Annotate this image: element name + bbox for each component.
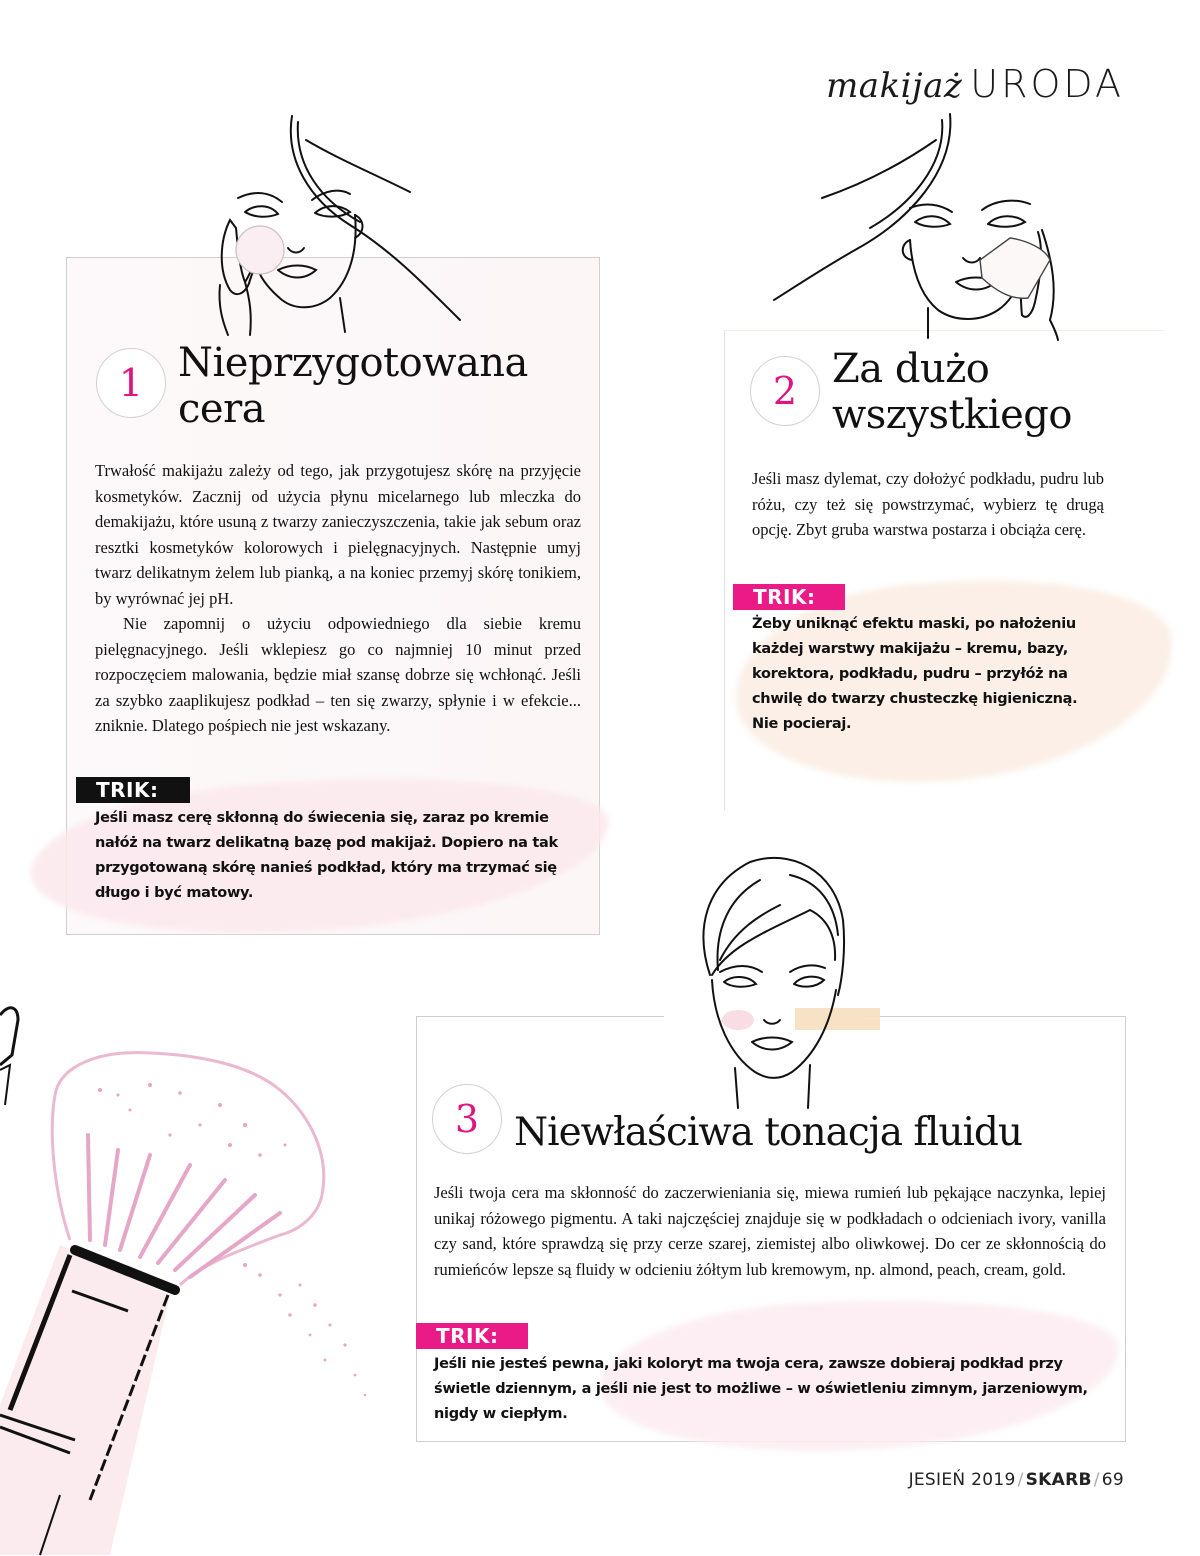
title-line: Niewłaściwa tonacja fluidu <box>514 1110 1023 1155</box>
separator: / <box>1017 1470 1024 1490</box>
tip-number-2: 2 <box>750 356 820 426</box>
category-label: URODA <box>970 62 1124 106</box>
title-line: wszystkiego <box>832 392 1072 438</box>
title-line: Za dużo <box>832 346 990 392</box>
footer-brand: SKARB <box>1025 1470 1092 1490</box>
page-footer <box>909 1470 1124 1490</box>
page-number: 69 <box>1101 1470 1124 1490</box>
tip-title-1 <box>178 340 528 432</box>
footer-season: JESIEŃ 2019 <box>908 1470 1016 1490</box>
tip-number-1: 1 <box>96 348 166 418</box>
trik-text-1: Jeśli masz cerę skłonną do świecenia się, zaraz po kremie nałóż na twarz delikatną bazę pod makijaż. Dopiero na tak przygotowaną skórę nanieś podkład, który ma trzymać się długo i być matowy. <box>95 810 558 901</box>
trik-badge-1: TRIK: <box>76 777 190 803</box>
paragraph: Jeśli twoja cera ma skłonność do zaczerwieniania się, miewa rumień lub pękające naczynka, lepiej unikaj różowego pigmentu. A taki najczęściej znajduje się w podkładach o odcieniach ivory, vanilla czy sand, które sprawdzą się przy cerze szarej, ziemistej albo oliwkowej. Do cer ze skłonnością do rumieńców lepsze są fluidy w odcieniu żółtym lub kremowym, np. almond, peach, cream, gold. <box>434 1183 1106 1279</box>
face-with-cotton-pad-icon <box>200 110 480 340</box>
tip-title-3 <box>514 1110 1022 1156</box>
short-hair-face-with-swatches-icon <box>660 850 890 1110</box>
page-header <box>826 62 1124 106</box>
trik-text-2: Żeby uniknąć efektu maski, po nałożeniu każdej warstwy makijażu – kremu, bazy, korektora, podkładu, pudru – przyłóż na chwilę do twarzy chusteczkę higieniczną. Nie pocieraj. <box>752 616 1078 732</box>
tip-number-3: 3 <box>432 1084 502 1154</box>
paragraph: Trwałość makijażu zależy od tego, jak przygotujesz skórę na przyjęcie kosmetyków. Zacznij od użycia płynu micelarnego lub mleczka do demakijażu, które usuną z twarzy zanieczyszczenia, takie jak sebum oraz resztki kosmetyków kolorowych i pielęgnacyjnych. Następnie umyj twarz delikatnym żelem lub pianką, a na koniec przemyj skórę tonikiem, by wyrównać jej pH. <box>95 461 581 608</box>
tip-2-body <box>752 466 1104 543</box>
tip-3-body <box>434 1180 1106 1282</box>
makeup-brush-with-powder-icon <box>0 995 420 1555</box>
title-line: cera <box>178 386 266 432</box>
face-with-tissue-icon <box>760 110 1140 340</box>
tip-1-body <box>95 458 581 739</box>
separator: / <box>1093 1470 1100 1490</box>
paragraph: Jeśli masz dylemat, czy dołożyć podkładu, pudru lub różu, czy też się powstrzymać, wybierz tę drugą opcję. Zbyt gruba warstwa postarza i obciąża cerę. <box>752 469 1104 539</box>
section-label: makijaż <box>826 66 963 106</box>
trik-badge-3: TRIK: <box>416 1323 528 1349</box>
tip-title-2 <box>832 346 1072 438</box>
title-line: Nieprzygotowana <box>178 340 528 386</box>
trik-text-3: Jeśli nie jesteś pewna, jaki koloryt ma twoja cera, zawsze dobieraj podkład przy świetle dziennym, a jeśli nie jest to możliwe – w oświetleniu zimnym, jarzeniowym, nigdy w ciepłym. <box>434 1356 1088 1422</box>
paragraph: Nie zapomnij o użyciu odpowiedniego dla siebie kremu pielęgnacyjnego. Jeśli wklepiesz go co najmniej 10 minut przed rozpoczęciem malowania, będzie miał szansę dobrze się wchłonąć. Jeśli za szybko zaaplikujesz podkład – ten się zwarzy, spłynie i w efekcie... zniknie. Dlatego pośpiech nie jest wskazany. <box>95 614 581 735</box>
trik-badge-2: TRIK: <box>733 584 845 610</box>
